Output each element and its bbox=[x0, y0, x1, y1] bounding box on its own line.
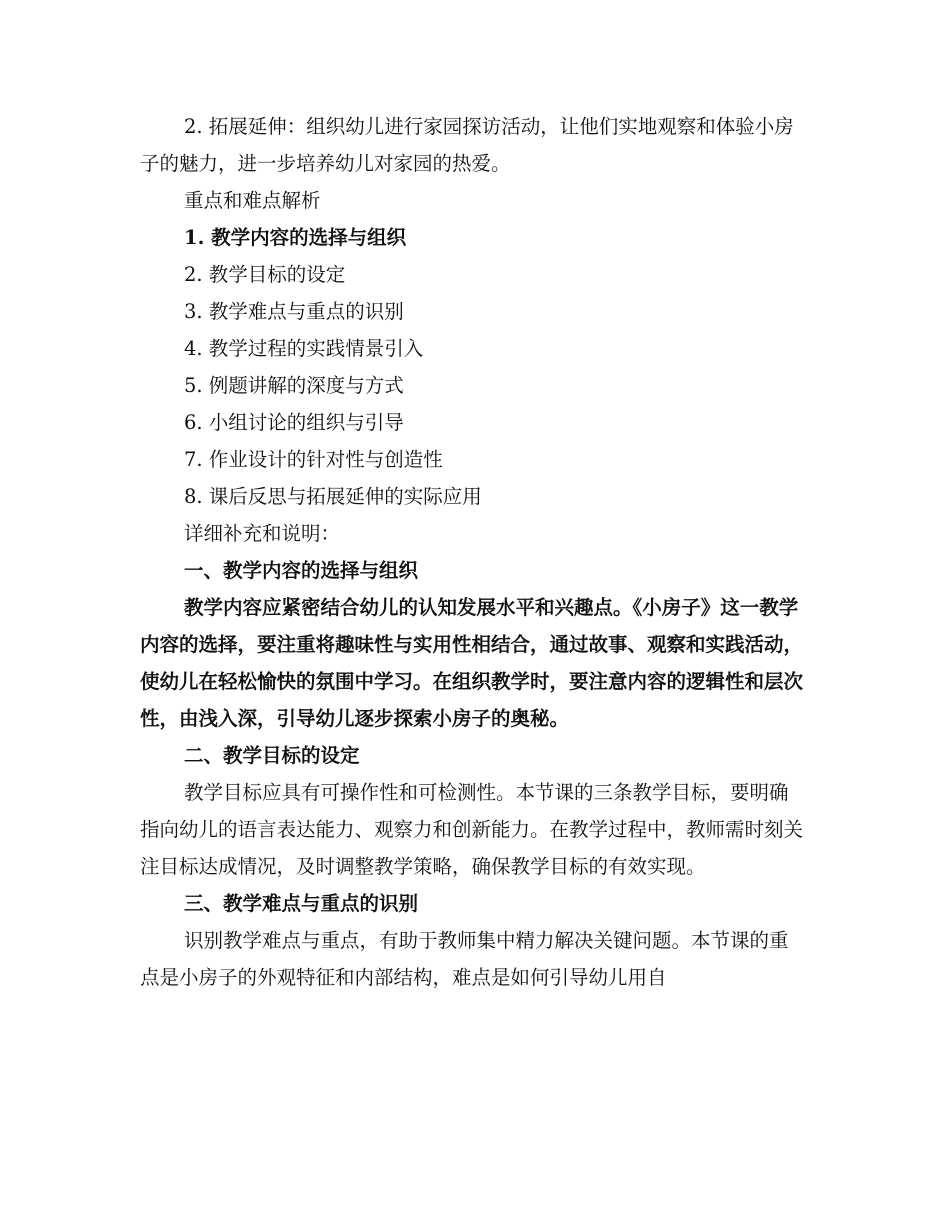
heading-content-selection: 一、教学内容的选择与组织 bbox=[184, 559, 419, 582]
list-item-7: 7. 作业设计的针对性与创造性 bbox=[184, 448, 443, 471]
list-item-1: 1. 教学内容的选择与组织 bbox=[184, 226, 407, 249]
list-item-4: 4. 教学过程的实践情景引入 bbox=[184, 337, 424, 360]
paragraph-content-selection: 教学内容应紧密结合幼儿的认知发展水平和兴趣点。《小房子》这一教学内容的选择，要注重将趣味性与实用性相结合，通过故事、观察和实践活动，使幼儿在轻松愉快的氛围中学习。在组织教学时，要注意内容的逻辑性和层次性，由浅入深，引导幼儿逐步探索小房子的奥秘。 bbox=[140, 596, 804, 730]
list-item-2: 2. 教学目标的设定 bbox=[184, 263, 346, 286]
paragraph-teaching-goals: 教学目标应具有可操作性和可检测性。本节课的三条教学目标，要明确指向幼儿的语言表达能力、观察力和创新能力。在教学过程中，教师需时刻关注目标达成情况，及时调整教学策略，确保教学目标的有效实现。 bbox=[140, 781, 804, 878]
list-item-6: 6. 小组讨论的组织与引导 bbox=[184, 411, 404, 434]
document-body bbox=[140, 108, 804, 996]
section-heading-key-points: 重点和难点解析 bbox=[184, 189, 321, 212]
heading-teaching-goals: 二、教学目标的设定 bbox=[184, 744, 360, 767]
heading-difficulties: 三、教学难点与重点的识别 bbox=[184, 892, 419, 915]
list-item-8: 8. 课后反思与拓展延伸的实际应用 bbox=[184, 485, 482, 508]
paragraph-difficulties: 识别教学难点与重点，有助于教师集中精力解决关键问题。本节课的重点是小房子的外观特征和内部结构，难点是如何引导幼儿用自 bbox=[140, 929, 789, 989]
paragraph-extension: 2. 拓展延伸：组织幼儿进行家园探访活动，让他们实地观察和体验小房子的魅力，进一步培养幼儿对家园的热爱。 bbox=[140, 115, 794, 175]
list-item-5: 5. 例题讲解的深度与方式 bbox=[184, 374, 404, 397]
list-item-3: 3. 教学难点与重点的识别 bbox=[184, 300, 404, 323]
section-heading-details: 详细补充和说明： bbox=[184, 522, 341, 545]
